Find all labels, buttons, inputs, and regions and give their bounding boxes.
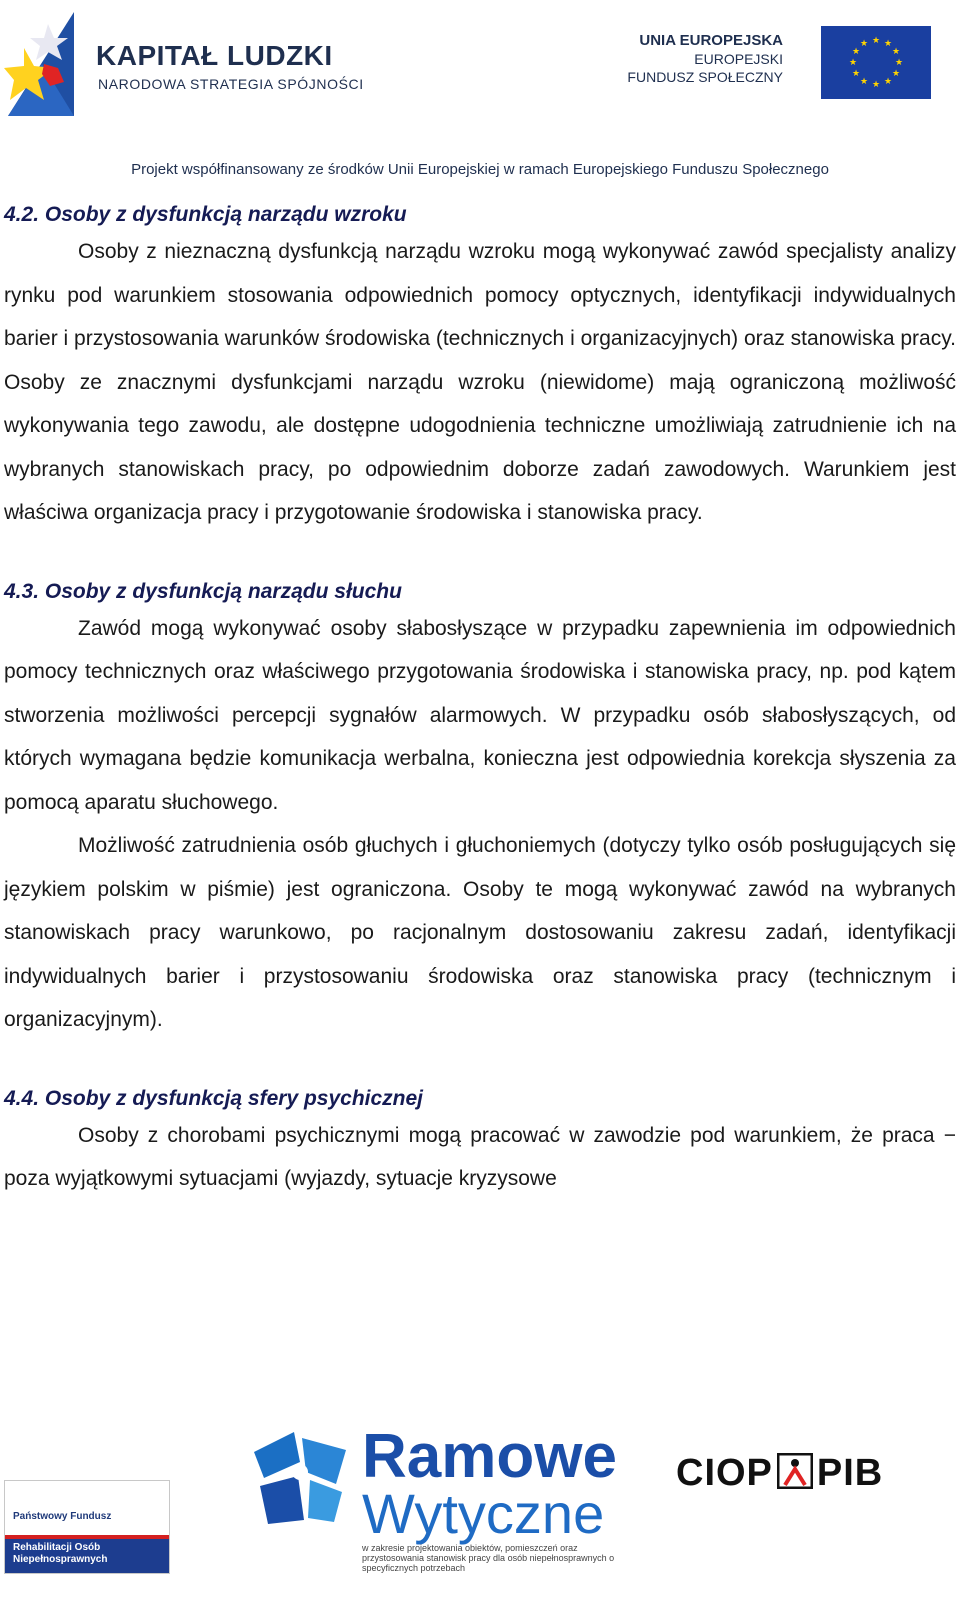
svg-text:★: ★	[851, 69, 861, 79]
paragraph-vision: Osoby z nieznaczną dysfunkcją narządu wzroku mogą wykonywać zawód specjalisty analizy rynku pod warunkiem stosowania odpowiednich pomocy optycznych, identyfikacji indywidualnych barier i przystosowania warunków środowiska (technicznych i organizacyjnych) oraz stanowiska pracy. Osoby ze znacznymi dysfunkcjami narządu wzroku (niewidome) mają ograniczoną możliwość wykonywania tego zawodu, ale dostępne udogodnienia techniczne umożliwiają zatrudnienie ich na wybranych stanowiskach pracy, po odpowiednim doborze zadań zawodowych. Warunkiem jest właściwa organizacja pracy i przygotowanie środowiska i stanowiska pracy.	[4, 240, 957, 524]
kapital-ludzki-title: KAPITAŁ LUDZKI	[96, 40, 333, 71]
section-heading-vision: 4.2. Osoby z dysfunkcją narządu wzroku	[4, 203, 407, 226]
svg-text:★: ★	[851, 47, 861, 57]
svg-text:★: ★	[871, 80, 881, 90]
section-heading-hearing: 4.3. Osoby z dysfunkcją narządu słuchu	[4, 579, 402, 603]
ciop-figure-icon	[777, 1453, 813, 1489]
ciop-pib-logo	[676, 1452, 883, 1495]
svg-text:★: ★	[883, 77, 893, 87]
svg-text:★: ★	[848, 58, 858, 68]
paragraph-psychic: Osoby z chorobami psychicznymi mogą pracować w zawodzie pod warunkiem, że praca − poza wyjątkowymi sytuacjami (wyjazdy, sytuacje kryzysowe	[4, 1123, 956, 1190]
cofinancing-note: Projekt współfinansowany ze środków Unii Europejskiej w ramach Europejskiego Funduszu Społecznego	[131, 161, 829, 178]
svg-text:★: ★	[859, 77, 869, 87]
wytyczne-title: Wytyczne	[362, 1482, 605, 1545]
eu-flag-icon	[821, 26, 931, 99]
document-body	[4, 200, 956, 1201]
svg-text:★: ★	[859, 39, 869, 49]
eu-label	[627, 32, 783, 86]
svg-text:★: ★	[871, 36, 881, 46]
kapital-ludzki-subtitle: NARODOWA STRATEGIA SPÓJNOŚCI	[98, 76, 364, 92]
ramowe-subtitle: w zakresie projektowania obiektów, pomieszczeń oraz przystosowania stanowisk pracy dla osób niepełnosprawnych o specyficznych potrzebach	[362, 1543, 615, 1573]
eu-label-line1: UNIA EUROPEJSKA	[639, 32, 783, 49]
pib-text: PIB	[816, 1452, 884, 1494]
eu-label-line3: FUNDUSZ SPOŁECZNY	[627, 69, 783, 85]
section-heading-psychic: 4.4. Osoby z dysfunkcją sfery psychicznej	[4, 1086, 424, 1110]
svg-text:★: ★	[891, 47, 901, 57]
kapital-ludzki-logo-icon	[4, 8, 86, 116]
ramowe-title: Ramowe	[362, 1422, 617, 1491]
ramowe-wytyczne-logo-icon	[254, 1432, 346, 1524]
svg-text:★: ★	[883, 39, 893, 49]
pfron-logo	[4, 1480, 170, 1574]
pfron-line1: Państwowy Fundusz	[13, 1511, 112, 1522]
pfron-line2: Rehabilitacji Osób	[13, 1542, 101, 1553]
svg-text:★: ★	[894, 58, 904, 68]
pfron-line3: Niepełnosprawnych	[13, 1554, 108, 1565]
paragraph-hearing-1: Zawód mogą wykonywać osoby słabosłyszące w przypadku zapewnienia im odpowiednich pomocy technicznych oraz właściwego przygotowania środowiska i stanowiska pracy, np. pod kątem stworzenia możliwości percepcji sygnałów alarmowych. W przypadku osób słabosłyszących, od których wymagana będzie komunikacja werbalna, konieczna jest odpowiednia korekcja słyszenia za pomocą aparatu słuchowego.	[4, 616, 956, 814]
paragraph-hearing-2: Możliwość zatrudnienia osób głuchych i głuchoniemych (dotyczy tylko osób posługujących się językiem polskim w piśmie) jest ograniczona. Osoby te mogą wykonywać zawód na wybranych stanowiskach pracy warunkowo, po racjonalnym dostosowaniu zakresu zadań, identyfikacji indywidualnych barier i przystosowaniu środowiska oraz stanowiska pracy (technicznym i organizacyjnym).	[4, 834, 956, 1031]
svg-text:★: ★	[891, 69, 901, 79]
ciop-text: CIOP	[676, 1452, 773, 1494]
eu-label-line2: EUROPEJSKI	[694, 51, 783, 67]
